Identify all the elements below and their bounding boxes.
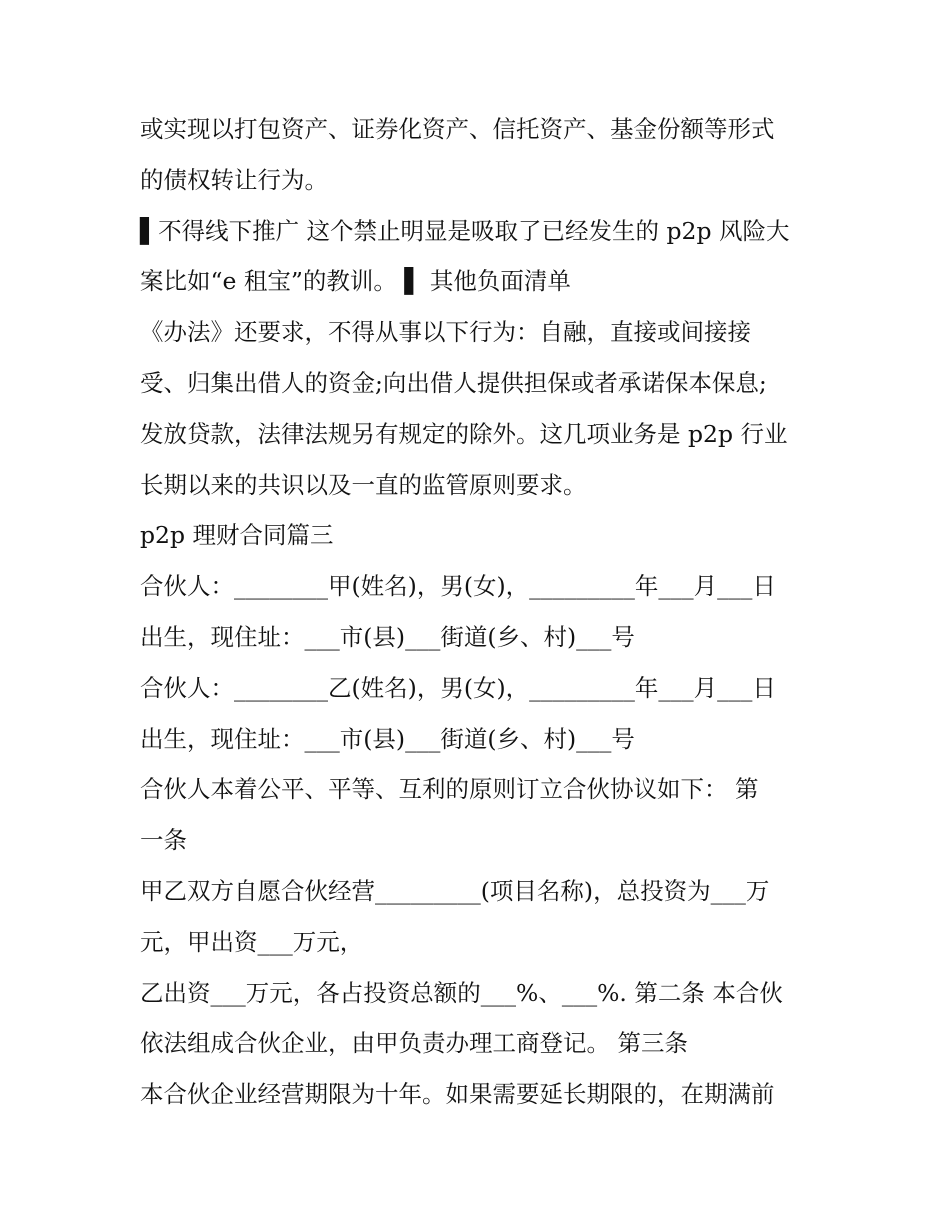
text-line: 元，甲出资___万元， bbox=[140, 927, 364, 956]
text-line: 依法组成合伙企业，由甲负责办理工商登记。 第三条 bbox=[140, 1029, 688, 1058]
text-line: 《办法》还要求，不得从事以下行为：自融，直接或间接接 bbox=[140, 318, 751, 347]
text-line: 长期以来的共识以及一直的监管原则要求。 bbox=[140, 470, 587, 499]
text-line: 发放贷款，法律法规另有规定的除外。这几项业务是 p2p 行业 bbox=[140, 419, 788, 448]
text-line: 出生，现住址：___市(县)___街道(乡、村)___号 bbox=[140, 622, 635, 651]
text-line: 甲乙双方自愿合伙经营_________(项目名称)，总投资为___万 bbox=[140, 876, 770, 905]
section-heading: p2p 理财合同篇三 bbox=[140, 521, 334, 550]
text-line: 本合伙企业经营期限为十年。如果需要延长期限的，在期满前 bbox=[140, 1080, 775, 1109]
text-line: 出生，现住址：___市(县)___街道(乡、村)___号 bbox=[140, 724, 635, 753]
document-body bbox=[140, 104, 830, 1120]
text-line: 合伙人：________乙(姓名)，男(女)，_________年___月___日 bbox=[140, 673, 776, 702]
text-line: 受、归集出借人的资金;向出借人提供担保或者承诺保本保息; bbox=[140, 368, 767, 397]
text-line: 合伙人本着公平、平等、互利的原则订立合伙协议如下： 第 bbox=[140, 775, 759, 804]
text-line: 案比如“e 租宝”的教训。 ▌ 其他负面清单 bbox=[140, 267, 571, 296]
text-line: 或实现以打包资产、证券化资产、信托资产、基金份额等形式 bbox=[140, 115, 775, 143]
text-line: 乙出资___万元，各占投资总额的___%、___%. 第二条 本合伙 bbox=[140, 978, 783, 1007]
text-line: ▌不得线下推广 这个禁止明显是吸取了已经发生的 p2p 风险大 bbox=[140, 216, 790, 245]
text-line: 一条 bbox=[140, 826, 187, 855]
text-line: 合伙人：________甲(姓名)，男(女)，_________年___月___日 bbox=[140, 572, 776, 601]
text-line: 的债权转让行为。 bbox=[140, 165, 328, 194]
